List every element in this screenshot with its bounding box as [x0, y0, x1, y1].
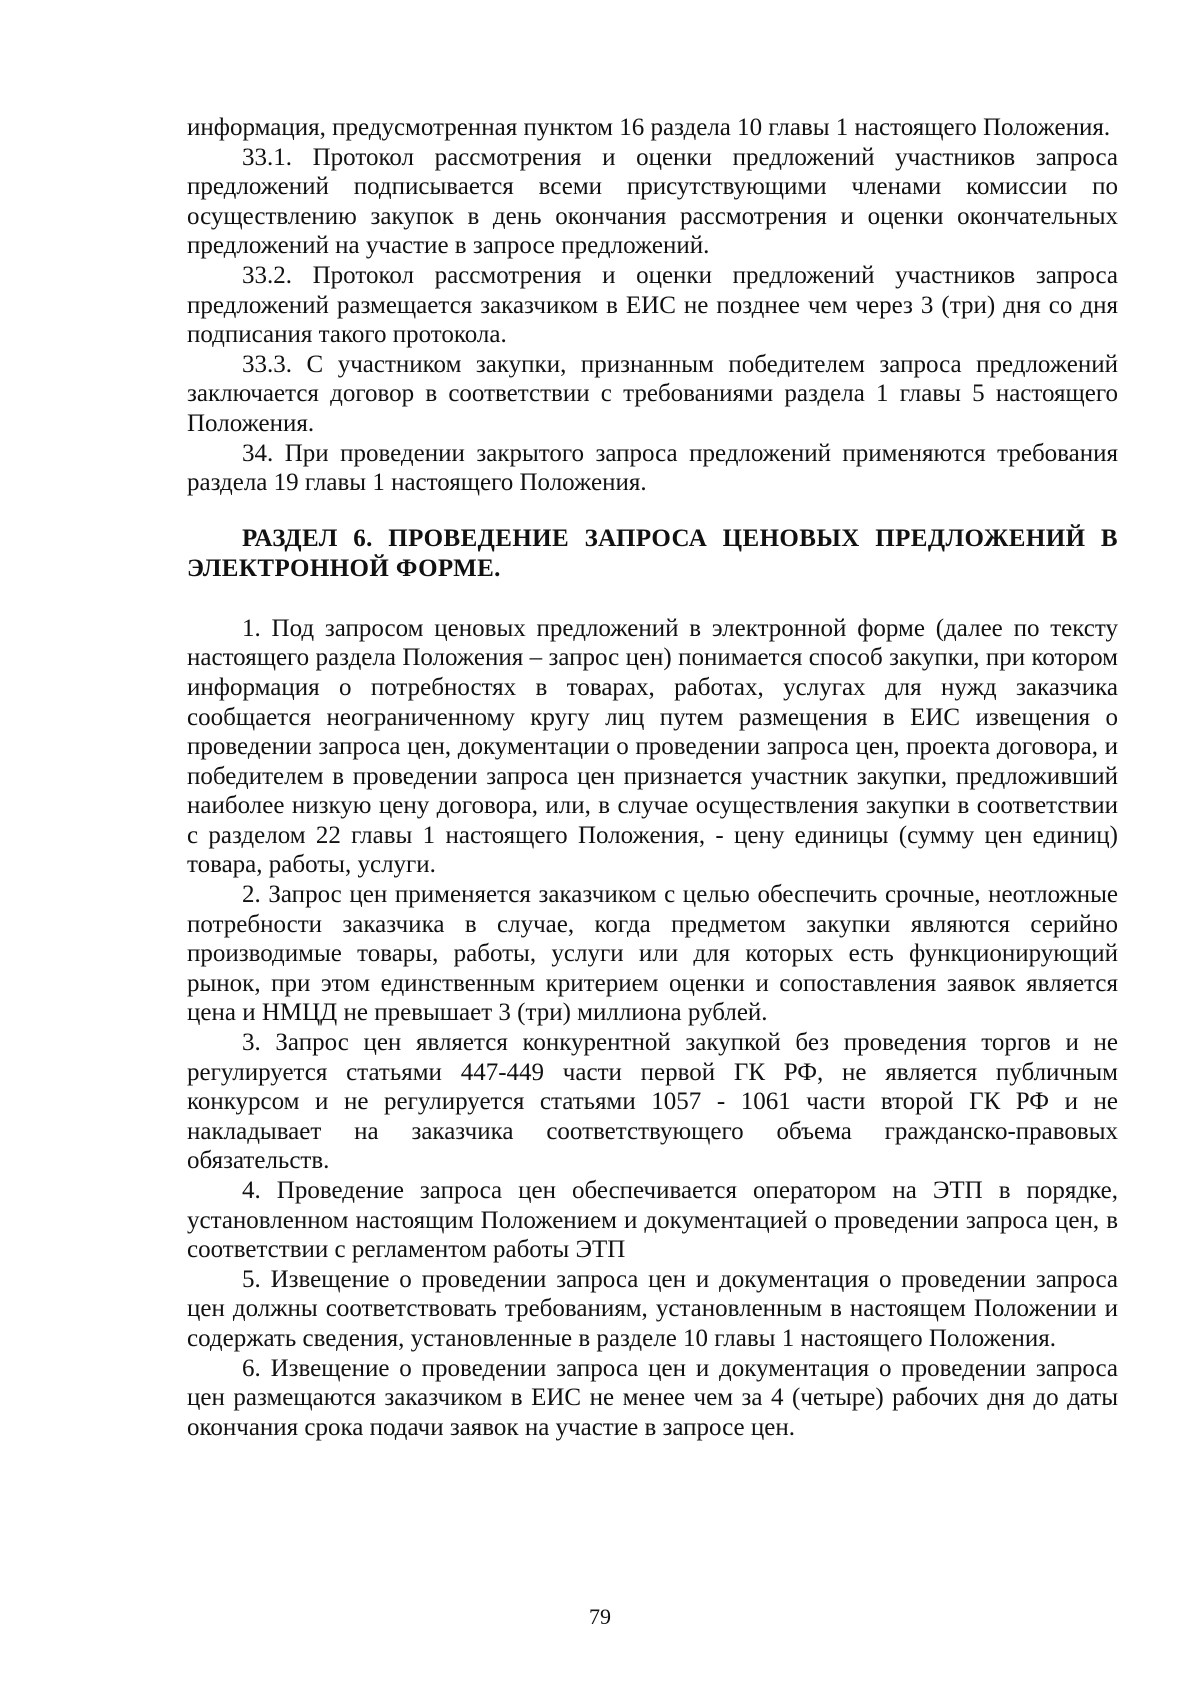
paragraph-34: 34. При проведении закрытого запроса предложений применяются требования раздела 19 главы 1 настоящего Положения.	[187, 439, 1118, 497]
page-content	[187, 113, 1118, 1442]
paragraph-1: 1. Под запросом ценовых предложений в электронной форме (далее по тексту настоящего раздела Положения – запрос цен) понимается способ закупки, при котором информация о потребностях в товарах, работах, услугах для нужд заказчика сообщается неограниченному кругу лиц путем размещения в ЕИС извещения о проведении запроса цен, документации о проведении запроса цен, проекта договора, и победителем в проведении запроса цен признается участник закупки, предложивший наиболее низкую цену договора, или, в случае осуществления закупки в соответствии с разделом 22 главы 1 настоящего Положения, - цену единицы (сумму цен единиц) товара, работы, услуги.	[187, 614, 1118, 879]
paragraph-2: 2. Запрос цен применяется заказчиком с целью обеспечить срочные, неотложные потребности заказчика в случае, когда предметом закупки являются серийно производимые товары, работы, услуги или для которых есть функционирующий рынок, при этом единственным критерием оценки и сопоставления заявок является цена и НМЦД не превышает 3 (три) миллиона рублей.	[187, 881, 1118, 1027]
paragraph-4: 4. Проведение запроса цен обеспечивается оператором на ЭТП в порядке, установленном настоящим Положением и документацией о проведении запроса цен, в соответствии с регламентом работы ЭТП	[187, 1177, 1118, 1264]
paragraph-33-2: 33.2. Протокол рассмотрения и оценки предложений участников запроса предложений размещается заказчиком в ЕИС не позднее чем через 3 (три) дня со дня подписания такого протокола.	[187, 261, 1118, 349]
paragraph-33-1: 33.1. Протокол рассмотрения и оценки предложений участников запроса предложений подписывается всеми присутствующими членами комиссии по осуществлению закупок в день окончания рассмотрения и оценки окончательных предложений на участие в запросе предложений.	[187, 143, 1118, 260]
section-heading: РАЗДЕЛ 6. ПРОВЕДЕНИЕ ЗАПРОСА ЦЕНОВЫХ ПРЕДЛОЖЕНИЙ В ЭЛЕКТРОННОЙ ФОРМЕ.	[187, 524, 1118, 582]
paragraph-3: 3. Запрос цен является конкурентной закупкой без проведения торгов и не регулируется статьями 447-449 части первой ГК РФ, не является публичным конкурсом и не регулируется статьями 1057 - 1061 части второй ГК РФ и не накладывает на заказчика соответствующего объема гражданско-правовых обязательств.	[187, 1029, 1118, 1175]
page-number: 79	[589, 1604, 611, 1629]
paragraph-continuation: информация, предусмотренная пунктом 16 раздела 10 главы 1 настоящего Положения.	[187, 114, 1111, 141]
paragraph-6: 6. Извещение о проведении запроса цен и документация о проведении запроса цен размещаются заказчиком в ЕИС не менее чем за 4 (четыре) рабочих дня до даты окончания срока подачи заявок на участие в запросе цен.	[187, 1354, 1118, 1441]
paragraph-33-3: 33.3. С участником закупки, признанным победителем запроса предложений заключается договор в соответствии с требованиями раздела 1 главы 5 настоящего Положения.	[187, 350, 1118, 437]
paragraph-5: 5. Извещение о проведении запроса цен и документация о проведении запроса цен должны соответствовать требованиям, установленным в настоящем Положении и содержать сведения, установленные в разделе 10 главы 1 настоящего Положения.	[187, 1265, 1118, 1352]
